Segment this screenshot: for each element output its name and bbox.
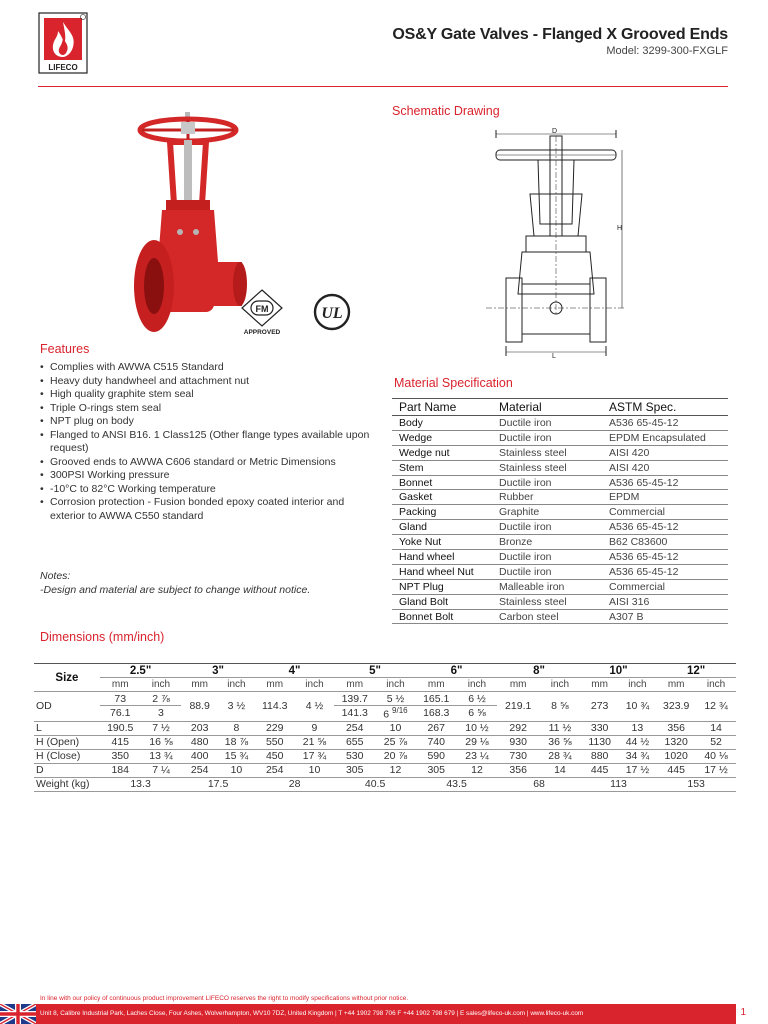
uk-flag-icon [0,1004,36,1024]
table-cell: 356 [656,721,696,735]
table-cell: 23 ¼ [457,749,498,763]
dimension-d-label: D [552,128,558,135]
row-label: OD [34,692,100,722]
unit-row [34,678,736,692]
table-row [392,594,728,609]
table-cell: 25 ⅞ [375,735,416,749]
table-cell: AISI 316 [602,594,728,609]
table-cell: 184 [100,763,141,777]
size-header: 3" [181,664,255,678]
table-cell: 165.1 [416,692,457,706]
table-row [34,749,736,763]
table-cell: 450 [255,749,295,763]
table-cell: 4 ½ [295,692,335,722]
svg-text:APPROVED: APPROVED [243,329,281,336]
unit-cell: mm [255,678,295,692]
table-cell: 1130 [581,735,619,749]
unit-cell: inch [696,678,736,692]
table-cell: 8 ⅝ [539,692,581,722]
table-cell: 190.5 [100,721,141,735]
table-cell: EPDM Encapsulated [602,430,728,445]
table-row [34,735,736,749]
table-cell: 1020 [656,749,696,763]
table-cell: Ductile iron [492,520,602,535]
table-cell: 20 ⅞ [375,749,416,763]
unit-cell: mm [181,678,218,692]
table-cell: 350 [100,749,141,763]
table-row [392,505,728,520]
table-cell: 254 [181,763,218,777]
table-cell: 305 [416,763,457,777]
disclaimer: In line with our policy of continuous product improvement LIFECO reserves the right to modify specifications without prior notice. [40,995,409,1002]
table-cell: 17 ½ [696,763,736,777]
table-cell: Ductile iron [492,550,602,565]
size-header: 2.5" [100,664,181,678]
table-cell: 9 [295,721,335,735]
table-cell: 203 [181,721,218,735]
table-row [392,475,728,490]
table-cell: NPT Plug [392,579,492,594]
row-label: D [34,763,100,777]
table-cell: A536 65-45-12 [602,416,728,431]
table-cell: 655 [334,735,375,749]
table-cell: 15 ¾ [218,749,255,763]
table-cell: Ductile iron [492,416,602,431]
feature-item: • -10°C to 82°C Working temperature [40,483,370,497]
table-cell: 530 [334,749,375,763]
unit-cell: inch [619,678,657,692]
table-cell: A536 65-45-12 [602,564,728,579]
table-cell: 139.7 [334,692,375,706]
feature-item: • NPT plug on body [40,415,370,429]
table-cell: 356 [497,763,539,777]
table-cell: 14 [696,721,736,735]
table-row [392,430,728,445]
unit-cell: mm [656,678,696,692]
fm-approved-icon [242,290,282,336]
table-cell: AISI 420 [602,460,728,475]
unit-cell: inch [141,678,182,692]
table-cell: B62 C83600 [602,535,728,550]
table-row [392,490,728,505]
table-row [34,721,736,735]
table-cell: 18 ⅞ [218,735,255,749]
unit-cell: inch [375,678,416,692]
table-cell: 141.3 [334,706,375,722]
od-row-1 [34,692,736,706]
table-cell: 40 ⅛ [696,749,736,763]
table-cell: Stainless steel [492,445,602,460]
table-cell [375,706,416,722]
table-cell: 3 ½ [218,692,255,722]
row-label: H (Close) [34,749,100,763]
size-header: 4" [255,664,335,678]
table-cell: 445 [581,763,619,777]
notes-text: -Design and material are subject to change without notice. [40,584,311,596]
page-number: 1 [740,1007,746,1018]
table-row [392,550,728,565]
table-cell: 52 [696,735,736,749]
table-cell: 480 [181,735,218,749]
table-cell: Bonnet [392,475,492,490]
size-label: Size [34,664,100,692]
table-row [392,445,728,460]
weight-cell: 113 [581,777,657,791]
table-cell: 12 [375,763,416,777]
table-cell: Stem [392,460,492,475]
table-cell: Yoke Nut [392,535,492,550]
gate-valve-product-image [128,112,248,334]
table-cell: 13 ¾ [141,749,182,763]
table-cell: Commercial [602,579,728,594]
table-cell: 7 ½ [141,721,182,735]
table-cell: 17 ½ [619,763,657,777]
unit-cell: inch [539,678,581,692]
table-cell: Rubber [492,490,602,505]
row-label: H (Open) [34,735,100,749]
footer-address: Unit 8, Calibre Industrial Park, Laches Close, Four Ashes, Wolverhampton, WV10 7DZ, United Kingdom | T +44 1902 798 706 F +44 1902 798 679 | E sales@lifeco-uk.com | www.lifeco-uk.com [36,1004,736,1024]
table-cell: Bonnet Bolt [392,609,492,624]
lifeco-logo [38,12,88,74]
table-cell: Bronze [492,535,602,550]
column-header: Material [492,399,602,416]
dimensions-table [34,663,736,792]
table-cell: Stainless steel [492,460,602,475]
title-block [392,26,728,57]
dimensions-title: Dimensions (mm/inch) [40,630,165,644]
table-cell: Commercial [602,505,728,520]
weight-cell: 43.5 [416,777,497,791]
table-cell: 6 ½ [457,692,498,706]
feature-item: • Heavy duty handwheel and attachment nut [40,375,370,389]
material-spec-title: Material Specification [394,376,513,390]
table-row [392,416,728,431]
table-cell: 10 [218,763,255,777]
table-cell: 10 [375,721,416,735]
footer [0,1004,768,1024]
table-cell: 114.3 [255,692,295,722]
table-cell: 730 [497,749,539,763]
table-cell: 34 ¾ [619,749,657,763]
features-list [40,361,370,523]
table-row [392,579,728,594]
table-cell: 254 [334,721,375,735]
table-cell: Graphite [492,505,602,520]
feature-item: • Triple O-rings stem seal [40,402,370,416]
table-cell: A536 65-45-12 [602,520,728,535]
table-cell: Malleable iron [492,579,602,594]
table-cell: 10 ¾ [619,692,657,722]
table-cell: 73 [100,692,141,706]
size-header: 8" [497,664,580,678]
feature-item: • Corrosion protection - Fusion bonded epoxy coated interior and exterior to AWWA C550 standard [40,496,370,523]
page-title: OS&Y Gate Valves - Flanged X Grooved Ends [392,26,728,43]
table-cell: 88.9 [181,692,218,722]
table-cell: Ductile iron [492,475,602,490]
table-cell: A536 65-45-12 [602,475,728,490]
table-row [34,763,736,777]
table-cell: Ductile iron [492,564,602,579]
unit-cell: inch [295,678,335,692]
weight-cell: 17.5 [181,777,255,791]
table-cell: 1320 [656,735,696,749]
table-cell: 8 [218,721,255,735]
table-header-row [392,399,728,416]
table-cell: 7 ¼ [141,763,182,777]
unit-cell: inch [457,678,498,692]
table-cell: Gland [392,520,492,535]
schematic-title: Schematic Drawing [392,104,500,118]
table-cell: 29 ⅛ [457,735,498,749]
fraction-whole: 6 [383,708,390,721]
column-header: Part Name [392,399,492,416]
size-header: 5" [334,664,416,678]
fraction-value: 9/16 [392,706,408,715]
table-cell: 5 ½ [375,692,416,706]
table-cell: 12 [457,763,498,777]
unit-cell: inch [218,678,255,692]
table-row [392,535,728,550]
table-cell: 21 ⅝ [295,735,335,749]
table-cell: Hand wheel Nut [392,564,492,579]
table-cell: 10 [295,763,335,777]
table-cell: 36 ⅝ [539,735,581,749]
table-cell: 16 ⅝ [141,735,182,749]
svg-text:UL: UL [321,305,343,322]
table-cell: 550 [255,735,295,749]
table-cell: Gland Bolt [392,594,492,609]
table-cell: 292 [497,721,539,735]
table-row [392,609,728,624]
table-cell: AISI 420 [602,445,728,460]
weight-cell: 28 [255,777,335,791]
feature-item: • 300PSI Working pressure [40,469,370,483]
table-cell: 400 [181,749,218,763]
table-cell: 13 [619,721,657,735]
ul-listed-icon [315,295,349,329]
size-header: 10" [581,664,657,678]
table-cell: 28 ¾ [539,749,581,763]
weight-cell: 40.5 [334,777,416,791]
dimension-h-label: H [617,225,623,232]
table-row [392,460,728,475]
table-cell: 14 [539,763,581,777]
table-cell: 229 [255,721,295,735]
table-cell: 445 [656,763,696,777]
table-cell: 880 [581,749,619,763]
unit-cell: mm [416,678,457,692]
table-cell: 11 ½ [539,721,581,735]
table-cell: 6 ⅝ [457,706,498,722]
table-cell: 3 [141,706,182,722]
dimension-l-label: L [552,353,556,360]
material-spec-table [392,398,728,624]
table-row [392,520,728,535]
size-header-row [34,664,736,678]
size-header: 6" [416,664,497,678]
table-cell: 2 ⅞ [141,692,182,706]
certification-marks [240,288,360,338]
unit-cell: mm [581,678,619,692]
table-cell: 10 ½ [457,721,498,735]
features-title: Features [40,342,90,356]
table-cell: Wedge [392,430,492,445]
table-cell: 12 ¾ [696,692,736,722]
unit-cell: mm [497,678,539,692]
table-cell: 267 [416,721,457,735]
notes [40,569,310,597]
weight-row [34,777,736,791]
table-cell: 44 ½ [619,735,657,749]
table-cell: 590 [416,749,457,763]
svg-text:FM: FM [255,304,269,314]
feature-item: • Complies with AWWA C515 Standard [40,361,370,375]
table-row [392,564,728,579]
model-number: Model: 3299-300-FXGLF [606,45,728,57]
row-label: L [34,721,100,735]
table-cell: Ductile iron [492,430,602,445]
table-cell: 168.3 [416,706,457,722]
unit-cell: mm [100,678,141,692]
header-divider [38,86,728,87]
feature-item: • Flanged to ANSI B16. 1 Class125 (Other flange types available upon request) [40,429,370,456]
logo-wordmark: LIFECO [48,62,78,72]
table-cell: 740 [416,735,457,749]
table-cell: EPDM [602,490,728,505]
column-header: ASTM Spec. [602,399,728,416]
table-cell: 330 [581,721,619,735]
table-cell: 76.1 [100,706,141,722]
row-label: Weight (kg) [34,777,100,791]
weight-cell: 153 [656,777,736,791]
table-cell: Body [392,416,492,431]
table-cell: 17 ¾ [295,749,335,763]
feature-item: • Grooved ends to AWWA C606 standard or Metric Dimensions [40,456,370,470]
table-cell: Hand wheel [392,550,492,565]
table-cell: A536 65-45-12 [602,550,728,565]
table-cell: Gasket [392,490,492,505]
notes-title: Notes: [40,570,71,582]
weight-cell: 13.3 [100,777,181,791]
table-cell: 415 [100,735,141,749]
table-cell: A307 B [602,609,728,624]
table-cell: 273 [581,692,619,722]
table-cell: 305 [334,763,375,777]
table-cell: 323.9 [656,692,696,722]
weight-cell: 68 [497,777,580,791]
table-cell: Wedge nut [392,445,492,460]
schematic-drawing [486,124,626,360]
unit-cell: mm [334,678,375,692]
table-cell: Stainless steel [492,594,602,609]
feature-item: • High quality graphite stem seal [40,388,370,402]
table-cell: Carbon steel [492,609,602,624]
size-header: 12" [656,664,736,678]
table-cell: 930 [497,735,539,749]
table-cell: 254 [255,763,295,777]
table-cell: 219.1 [497,692,539,722]
table-cell: Packing [392,505,492,520]
